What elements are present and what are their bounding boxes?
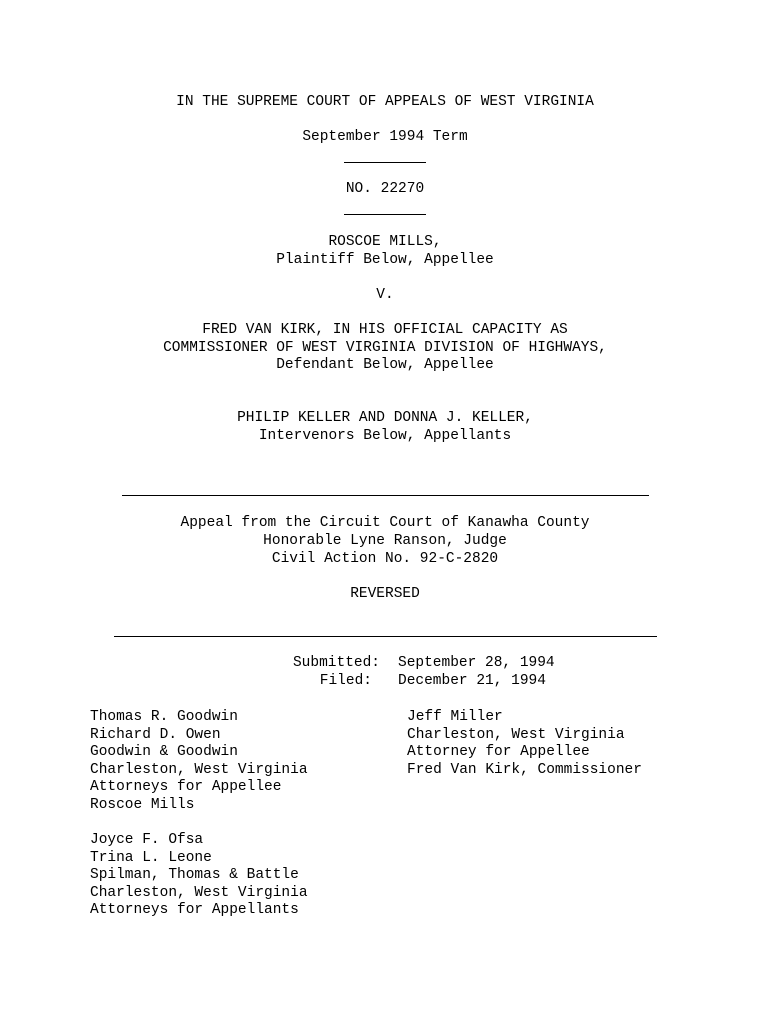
counsel-appellants-line: Charleston, West Virginia bbox=[90, 885, 308, 901]
counsel-mills-line: Attorneys for Appellee bbox=[90, 779, 282, 795]
counsel-mills-line: Richard D. Owen bbox=[90, 727, 221, 743]
divider-short-1 bbox=[344, 162, 426, 163]
civil-action: Civil Action No. 92-C-2820 bbox=[271, 551, 499, 567]
counsel-mills-line: Thomas R. Goodwin bbox=[90, 709, 238, 725]
counsel-vankirk-line: Fred Van Kirk, Commissioner bbox=[407, 762, 642, 778]
submitted-label: Submitted: bbox=[292, 655, 380, 671]
divider-long-2 bbox=[114, 636, 657, 637]
counsel-appellants-line: Attorneys for Appellants bbox=[90, 902, 299, 918]
submitted-date: September 28, 1994 bbox=[398, 655, 555, 671]
counsel-vankirk-line: Jeff Miller bbox=[407, 709, 503, 725]
counsel-appellants-line: Spilman, Thomas & Battle bbox=[90, 867, 299, 883]
divider-short-2 bbox=[344, 214, 426, 215]
term-line: September 1994 Term bbox=[302, 129, 468, 145]
appeal-from: Appeal from the Circuit Court of Kanawha County bbox=[180, 515, 590, 531]
divider-long-1 bbox=[122, 495, 649, 496]
filed-date: December 21, 1994 bbox=[398, 673, 546, 689]
plaintiff-role: Plaintiff Below, Appellee bbox=[276, 252, 494, 268]
counsel-vankirk-line: Attorney for Appellee bbox=[407, 744, 590, 760]
intervenors-name: PHILIP KELLER AND DONNA J. KELLER, bbox=[237, 410, 533, 426]
docket-number: NO. 22270 bbox=[345, 181, 425, 197]
defendant-line-1: FRED VAN KIRK, IN HIS OFFICIAL CAPACITY AS bbox=[202, 322, 568, 338]
filed-label: Filed: bbox=[319, 673, 372, 689]
counsel-appellants-line: Trina L. Leone bbox=[90, 850, 212, 866]
counsel-appellants-line: Joyce F. Ofsa bbox=[90, 832, 204, 848]
defendant-line-2: COMMISSIONER OF WEST VIRGINIA DIVISION OF HIGHWAYS, bbox=[163, 340, 607, 356]
intervenors-role: Intervenors Below, Appellants bbox=[258, 428, 512, 444]
court-heading: IN THE SUPREME COURT OF APPEALS OF WEST VIRGINIA bbox=[176, 94, 594, 110]
counsel-mills-line: Roscoe Mills bbox=[90, 797, 195, 813]
disposition: REVERSED bbox=[350, 586, 420, 602]
judge-line: Honorable Lyne Ranson, Judge bbox=[263, 533, 507, 549]
plaintiff-name: ROSCOE MILLS, bbox=[328, 234, 442, 250]
counsel-vankirk-line: Charleston, West Virginia bbox=[407, 727, 625, 743]
counsel-mills-line: Goodwin & Goodwin bbox=[90, 744, 238, 760]
counsel-mills-line: Charleston, West Virginia bbox=[90, 762, 308, 778]
versus: V. bbox=[376, 287, 394, 303]
defendant-role: Defendant Below, Appellee bbox=[276, 357, 494, 373]
